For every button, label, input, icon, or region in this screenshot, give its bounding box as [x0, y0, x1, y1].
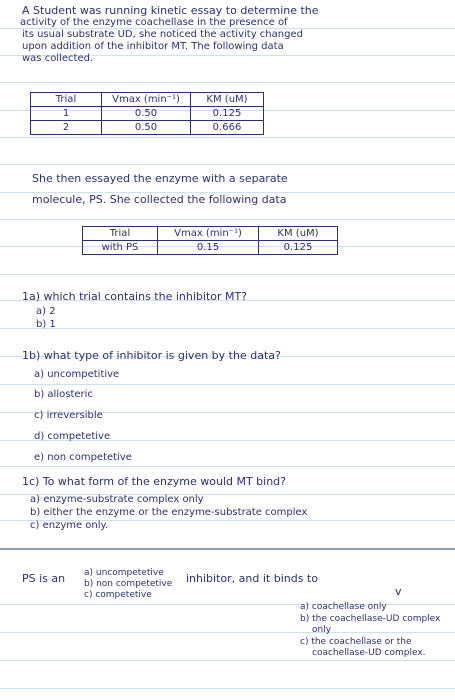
- data-table-1: [30, 92, 264, 135]
- question-1c-option: b) either the enzyme or the enzyme-substrate complex: [30, 507, 308, 518]
- table-header: Vmax (min⁻¹): [102, 93, 191, 107]
- ruled-line: [0, 688, 455, 689]
- ruled-line: [0, 137, 455, 138]
- ruled-line: [0, 466, 455, 467]
- question-1b-option: d) competetive: [34, 431, 111, 442]
- intro-line-4: upon addition of the inhibitor MT. The following data: [22, 41, 284, 52]
- question-ps-binds-option: coachellase-UD complex.: [312, 648, 426, 658]
- table-row: [31, 107, 264, 121]
- table-row: [31, 121, 264, 135]
- ruled-line: [0, 82, 455, 83]
- table-cell: 0.15: [158, 241, 259, 255]
- para2-line-1: She then essayed the enzyme with a separate: [32, 172, 288, 185]
- intro-line-1: A Student was running kinetic essay to determine the: [22, 4, 319, 17]
- question-ps-binds-option: b) the coachellase-UD complex: [300, 614, 441, 624]
- ruled-line: [0, 632, 455, 633]
- table-header: KM (uM): [191, 93, 264, 107]
- table-header-row: [83, 227, 338, 241]
- question-1a: 1a) which trial contains the inhibitor MT?: [22, 290, 248, 303]
- ruled-line: [0, 660, 455, 661]
- question-1c-option: a) enzyme-substrate complex only: [30, 494, 204, 505]
- question-1c-option: c) enzyme only.: [30, 520, 109, 531]
- table-header: Trial: [31, 93, 102, 107]
- blank-down-arrow: v: [395, 585, 402, 598]
- question-1b-option: a) uncompetitive: [34, 369, 120, 380]
- question-1b-option: e) non competetive: [34, 452, 132, 463]
- question-1c: 1c) To what form of the enzyme would MT bind?: [22, 475, 286, 488]
- question-1b: 1b) what type of inhibitor is given by the data?: [22, 349, 281, 362]
- table-header-row: [31, 93, 264, 107]
- question-ps-binds-option: c) the coachellase or the: [300, 637, 412, 647]
- table-cell: with PS: [83, 241, 158, 255]
- question-ps-prefix: PS is an: [22, 572, 66, 585]
- table-cell: 1: [31, 107, 102, 121]
- question-ps-type-option: c) competetive: [84, 590, 152, 600]
- table-cell: 0.50: [102, 107, 191, 121]
- intro-line-5: was collected.: [22, 53, 94, 64]
- table-cell: 2: [31, 121, 102, 135]
- question-1b-option: c) irreversible: [34, 410, 103, 421]
- question-ps-binds-option: only: [312, 625, 332, 635]
- intro-line-2: activity of the enzyme coachellase in the presence of: [20, 17, 288, 28]
- table-cell: 0.125: [191, 107, 264, 121]
- question-ps-middle: inhibitor, and it binds to: [186, 572, 318, 585]
- table-cell: 0.50: [102, 121, 191, 135]
- table-header: Trial: [83, 227, 158, 241]
- table-header: KM (uM): [259, 227, 338, 241]
- question-1b-option: b) allosteric: [34, 389, 93, 400]
- intro-line-3: its usual substrate UD, she noticed the activity changed: [22, 29, 303, 40]
- ruled-line: [0, 164, 455, 165]
- data-table-2: [82, 226, 338, 255]
- table-header: Vmax (min⁻¹): [158, 227, 259, 241]
- question-1a-option: a) 2: [36, 306, 56, 317]
- question-ps-type-option: a) uncompetetive: [84, 568, 164, 578]
- question-ps-type-option: b) non competetive: [84, 579, 173, 589]
- ruled-line: [0, 328, 455, 329]
- ruled-line: [0, 274, 455, 275]
- para2-line-2: molecule, PS. She collected the following data: [32, 193, 287, 206]
- question-ps-binds-option: a) coachellase only: [300, 602, 387, 612]
- table-row: [83, 241, 338, 255]
- question-1a-option: b) 1: [36, 319, 56, 330]
- page-break-line: [0, 548, 455, 550]
- ruled-line: [0, 384, 455, 385]
- ruled-line: [0, 219, 455, 220]
- table-cell: 0.666: [191, 121, 264, 135]
- table-cell: 0.125: [259, 241, 338, 255]
